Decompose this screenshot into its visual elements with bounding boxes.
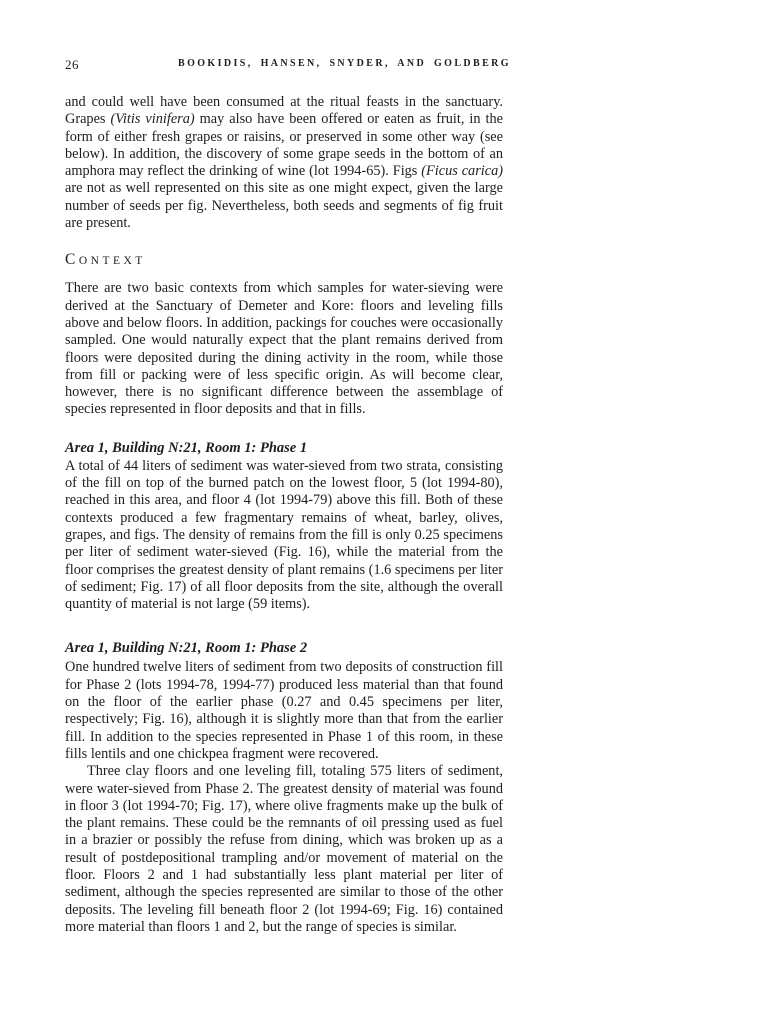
- context-paragraph: There are two basic contexts from which samples for water-sieving were derived at the Sanctuary of Demeter and Kore: floors and leveling fills above and below floors. In addition, packings for couches were occasionally sampled. One would naturally expect that the plant remains derived from floors were deposited during the dining activity in the room, while those from fill or packing were of less specific origin. As will become clear, however, there is no significant difference between the assemblage of species represented in floor deposits and that in fills.: [65, 280, 503, 418]
- area1-phase2-paragraph-2: Three clay floors and one leveling fill, totaling 575 liters of sediment, were water-sieved from Phase 2. The greatest density of material was found in floor 3 (lot 1994-70; Fig. 17), where olive fragments make up the bulk of the plant remains. These could be the remnants of oil pressing used as fuel in a brazier or possibly the refuse from dining, which was broken up as a result of postdepositional trampling and/or movement of material on the floor. Floors 2 and 1 had substantially less plant material per liter of sediment, although the species represented are similar to those of the other deposits. The leveling fill beneath floor 2 (lot 1994-69; Fig. 16) contained more material than floors 1 and 2, but the range of species is similar.: [65, 763, 503, 935]
- context-section-heading: CONTEXT: [65, 251, 146, 269]
- intro-segment: and could well have been consumed at the ritual feasts in the sanctuary. Grapes: [65, 94, 503, 128]
- page-number: 26: [65, 57, 79, 72]
- area1-phase1-paragraph: A total of 44 liters of sediment was water-sieved from two strata, consisting of the fill on top of the burned patch on the lowest floor, 5 (lot 1994-80), reached in this area, and floor 4 (lot 1994-79) above this fill. Both of these contexts produced a few fragmentary remains of wheat, barley, olives, grapes, and figs. The density of remains from the fill is only 0.25 specimens per liter of sediment water-sieved (Fig. 16), while the material from the floor comprises the greatest density of plant remains (1.6 specimens per liter of sediment; Fig. 17) of all floor deposits from the site, although the overall quantity of material is not large (59 items).: [65, 457, 503, 613]
- latin-name-vitis-vinifera: (Vitis vinifera): [110, 111, 195, 128]
- area1-phase2-heading: Area 1, Building N:21, Room 1: Phase 2: [65, 640, 308, 657]
- latin-name-ficus-carica: (Ficus carica): [421, 163, 503, 180]
- area1-phase2-paragraph-1: One hundred twelve liters of sediment from two deposits of construction fill for Phase 2 (lots 1994-78, 1994-77) produced less material than that found on the floor of the earlier phase (0.27 and 0.45 specimens per liter, respectively; Fig. 16), although it is slightly more than that from the earlier fill. In addition to the species represented in Phase 1 of this room, in these fills lentils and one chickpea fragment were recovered.: [65, 659, 503, 762]
- intro-segment: may also have been offered or eaten as fruit, in the form of either fresh grapes or raisins, or preserved in some other way (see below). In addition, the discovery of some grape seeds in the bottom of an amphora may reflect the drinking of wine (lot 1994-65). Figs: [65, 111, 503, 180]
- area1-phase1-heading: Area 1, Building N:21, Room 1: Phase 1: [65, 439, 308, 456]
- intro-segment: are not as well represented on this site as one might expect, given the large number of seeds per fig. Nevertheless, both seeds and segments of fig fruit are present.: [65, 180, 503, 232]
- intro-paragraph: [65, 94, 503, 232]
- running-header: [65, 56, 511, 72]
- running-head-authors: BOOKIDIS, HANSEN, SNYDER, AND GOLDBERG: [178, 58, 511, 69]
- text-column: [65, 94, 503, 936]
